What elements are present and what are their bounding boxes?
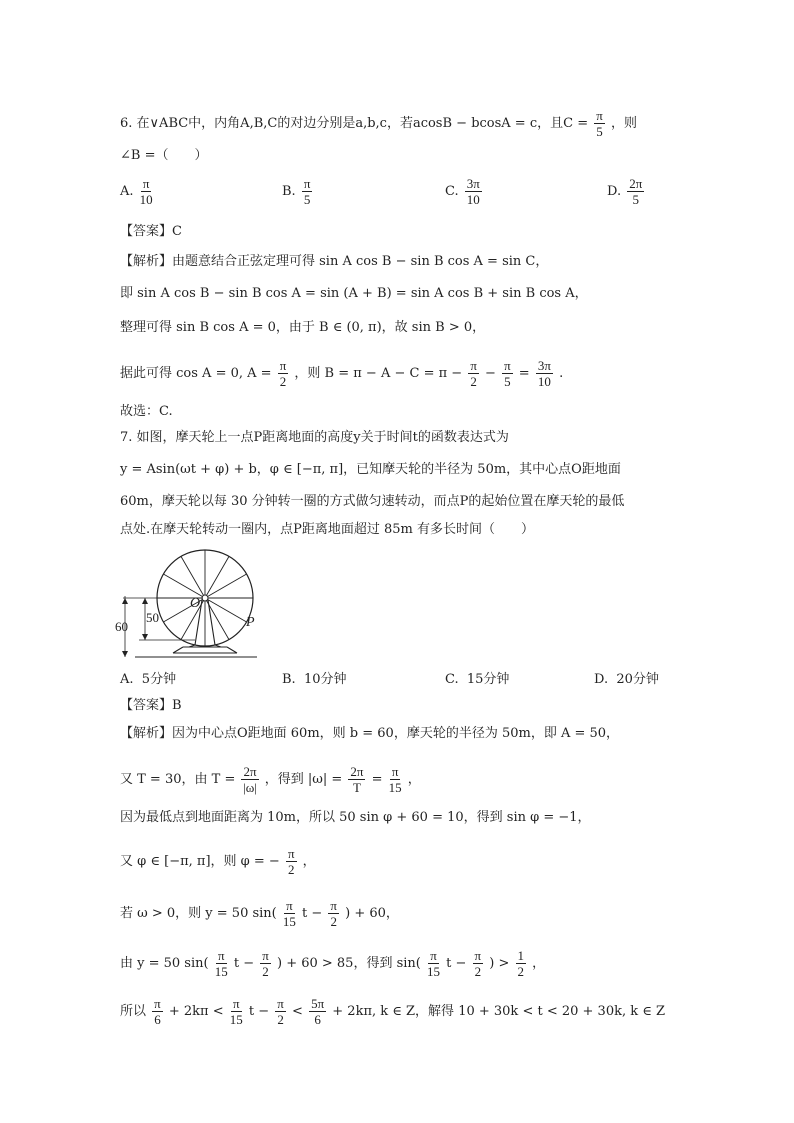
fraction: $\frac{\pi}{2}$ <box>279 358 287 389</box>
q7-analysis-line7: 所以 $\frac{\pi}{6}$ + 2kπ < $\frac{\pi}{15}$ t − $\frac{\pi}{2}$ < $\frac{5\pi}{6}$ + 2kπ, k ∈ Z，解得 10 + 30k < t < 20 + 30k, k ∈ Z <box>120 996 666 1027</box>
q6-option-b: B. $\frac{\pi}{5}$ <box>282 176 311 207</box>
q6-stem-end: ，则 <box>610 116 637 131</box>
fraction: $\frac{\pi}{5}$ <box>504 358 511 389</box>
q6-answer: 【答案】C <box>120 224 182 239</box>
figure-label-o: O <box>190 596 201 611</box>
fraction: $\frac{2\pi}{5}$ <box>629 176 643 207</box>
fraction: $\frac{\pi}{10}$ <box>139 176 153 207</box>
q6-conclusion: 故选：C. <box>120 404 173 419</box>
q6-analysis-line1: 【解析】由题意结合正弦定理可得 sin A cos B − sin B cos A = sin C， <box>120 254 549 269</box>
figure-label-60: 60 <box>115 619 128 634</box>
q7-analysis-line6: 由 y = 50 sin( $\frac{\pi}{15}$ t − $\frac{\pi}{2}$ ) + 60 > 85，得到 sin( $\frac{\pi}{15}$ t − $\frac{\pi}{2}$ ) > $\frac{1}{2}$ ， <box>120 948 546 979</box>
q7-analysis-line2: 又 T = 30，由 T = $\frac{2\pi}{|\omega|}$ ，得到 |ω| = $\frac{2\pi}{T}$ = $\frac{\pi}{15}$ ， <box>120 764 421 795</box>
q6-stem-text: 6. 在∨ABC中，内角A,B,C的对边分别是a,b,c，若acosB − bcosA = c，且C = <box>120 116 589 131</box>
fraction: $\frac{\pi}{5}$ <box>596 108 603 139</box>
fraction: $\frac{\pi}{15}$ <box>388 764 402 795</box>
fraction: $\frac{5\pi}{6}$ <box>311 996 325 1027</box>
q6-option-a: A. $\frac{\pi}{10}$ <box>120 176 153 207</box>
q6-option-d: D. $\frac{2\pi}{5}$ <box>607 176 643 207</box>
fraction: $\frac{2\pi}{T}$ <box>350 764 364 795</box>
q6-stem-line1 <box>120 108 637 139</box>
fraction: $\frac{3\pi}{10}$ <box>537 358 551 389</box>
fraction: $\frac{2\pi}{|\omega|}$ <box>243 764 257 795</box>
fraction: $\frac{\pi}{15}$ <box>229 996 243 1027</box>
fraction: $\frac{1}{2}$ <box>517 948 525 979</box>
fraction: $\frac{\pi}{5}$ <box>303 176 311 207</box>
q7-stem-line1: 7. 如图，摩天轮上一点P距离地面的高度y关于时间t的函数表达式为 <box>120 430 509 445</box>
q7-option-a: A. 5分钟 <box>120 672 177 687</box>
q7-stem-line2: y = Asin(ωt + φ) + b，φ ∈ [−π, π]，已知摩天轮的半径为 50m，其中心点O距地面 <box>120 462 621 477</box>
q7-stem-line4: 点处.在摩天轮转动一圈内，点P距离地面超过 85m 有多长时间（ ） <box>120 522 535 537</box>
q6-option-c: C. $\frac{3\pi}{10}$ <box>445 176 480 207</box>
q7-analysis-line5: 若 ω > 0，则 y = 50 sin( $\frac{\pi}{15}$ t − $\frac{\pi}{2}$ ) + 60， <box>120 898 399 929</box>
fraction: $\frac{\pi}{15}$ <box>282 898 296 929</box>
fraction: $\frac{\pi}{6}$ <box>154 996 161 1027</box>
q7-answer: 【答案】B <box>120 698 182 713</box>
fraction: $\frac{\pi}{2}$ <box>474 948 482 979</box>
ferris-wheel-figure <box>115 547 275 662</box>
figure-label-50: 50 <box>146 610 159 625</box>
q7-analysis-line4: 又 φ ∈ [−π, π]，则 φ = − $\frac{\pi}{2}$ ， <box>120 846 316 877</box>
q7-stem-line3: 60m，摩天轮以每 30 分钟转一圈的方式做匀速转动，而点P的起始位置在摩天轮的最低 <box>120 494 625 509</box>
fraction: $\frac{\pi}{2}$ <box>470 358 477 389</box>
q7-option-d: D. 20分钟 <box>594 672 659 687</box>
fraction: $\frac{\pi}{2}$ <box>262 948 269 979</box>
q7-option-b: B. 10分钟 <box>282 672 347 687</box>
fraction: $\frac{\pi}{15}$ <box>427 948 441 979</box>
fraction: $\frac{\pi}{15}$ <box>214 948 228 979</box>
fraction: $\frac{3\pi}{10}$ <box>466 176 480 207</box>
q6-analysis-line4: 据此可得 cos A = 0, A = $\frac{\pi}{2}$ ，则 B = π − A − C = π − $\frac{\pi}{2}$ − $\frac{\pi}{5}$ = $\frac{3\pi}{10}$ . <box>120 358 564 389</box>
fraction: $\frac{\pi}{2}$ <box>287 846 295 877</box>
q6-analysis-line2: 即 sin A cos B − sin B cos A = sin (A + B) = sin A cos B + sin B cos A， <box>120 286 588 301</box>
q6-analysis-line3: 整理可得 sin B cos A = 0，由于 B ∈ (0, π)，故 sin B > 0， <box>120 320 486 335</box>
q7-analysis-line1: 【解析】因为中心点O距地面 60m，则 b = 60，摩天轮的半径为 50m，即 A = 50， <box>120 726 620 741</box>
figure-label-p: P <box>246 615 255 630</box>
fraction: $\frac{\pi}{2}$ <box>277 996 284 1027</box>
q7-analysis-line3: 因为最低点到地面距离为 10m，所以 50 sin φ + 60 = 10，得到 sin φ = −1， <box>120 810 591 825</box>
fraction: $\frac{\pi}{2}$ <box>330 898 337 929</box>
q6-stem-line2: ∠B =（ ） <box>120 148 208 163</box>
q7-option-c: C. 15分钟 <box>445 672 510 687</box>
